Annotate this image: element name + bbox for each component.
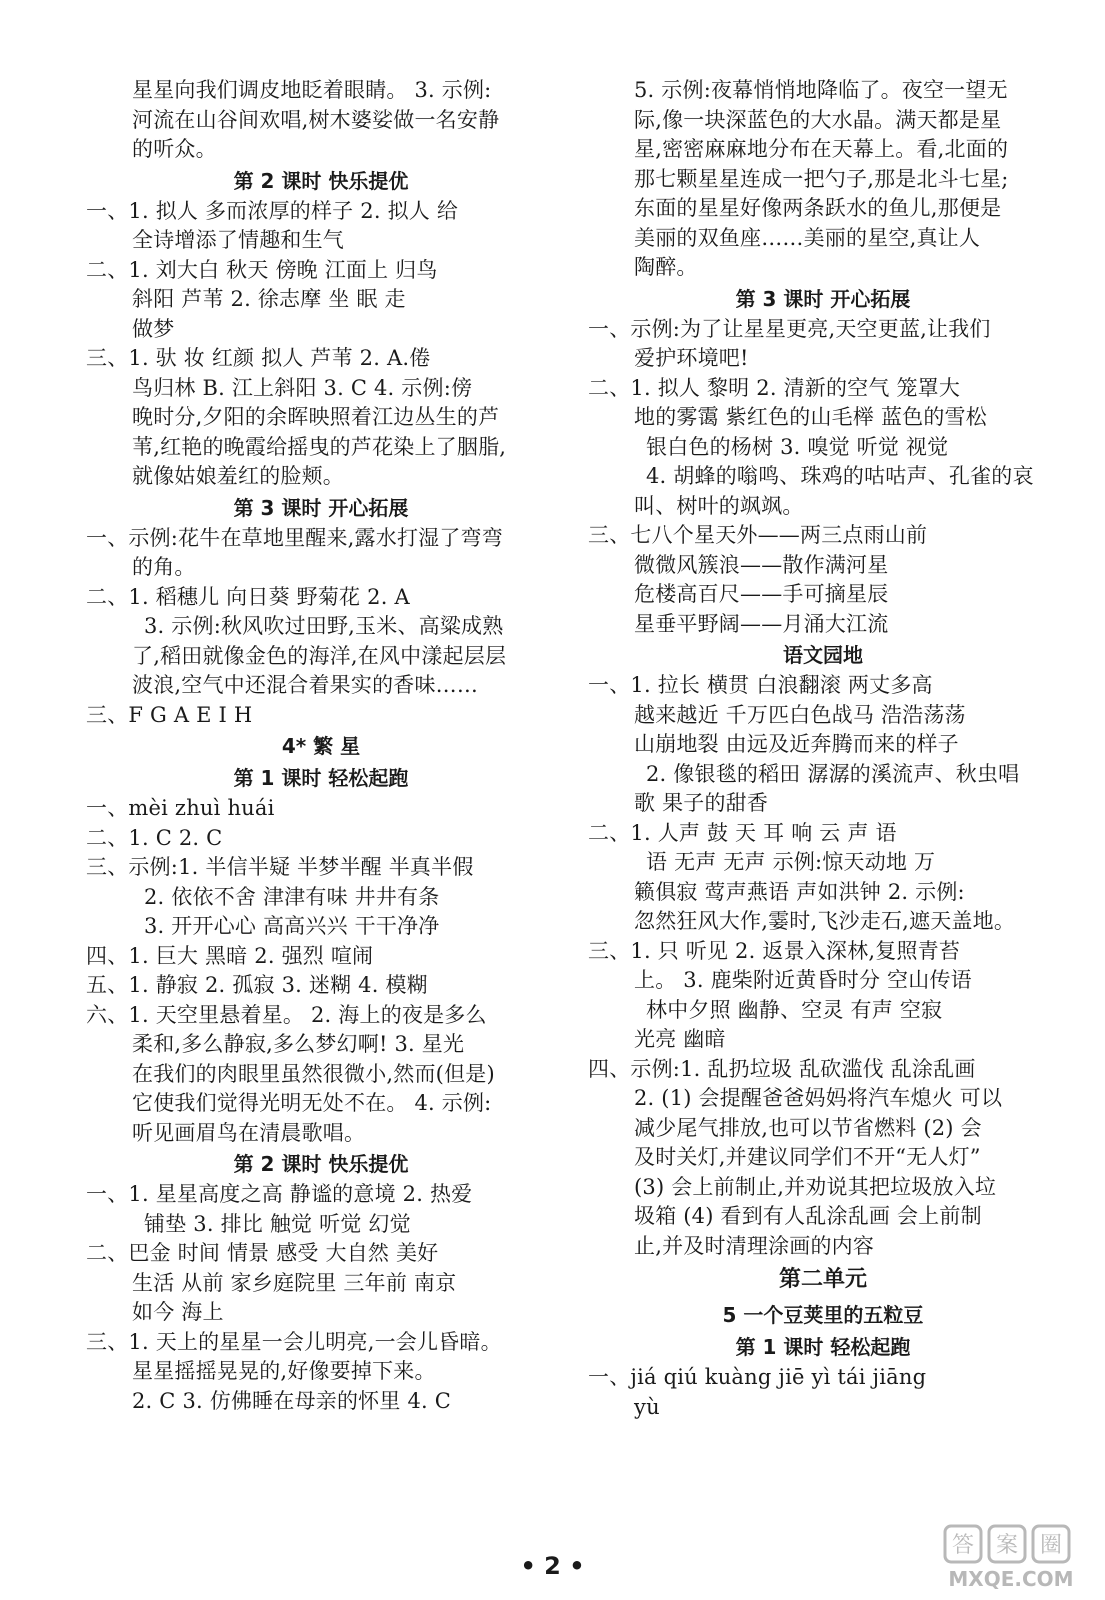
answer-line: 二、1. 拟人 黎明 2. 清新的空气 笼罩大	[588, 375, 961, 400]
left-column	[86, 76, 556, 1416]
answer-line: 微微风簇浪——散作满河星	[634, 552, 889, 577]
answer-line: 越来越近 千万匹白色战马 浩浩荡荡	[634, 702, 966, 727]
section-heading: 语文园地	[783, 643, 863, 667]
answer-line: 2. 依依不舍 津津有味 井井有条	[144, 884, 440, 909]
answer-line: 一、1. 拟人 多而浓厚的样子 2. 拟人 给	[86, 198, 459, 223]
answer-line: 光亮 幽暗	[634, 1027, 726, 1051]
right-column	[588, 76, 1058, 1422]
section-heading: 4* 繁 星	[281, 734, 361, 758]
watermark-domain: MXQE.COM	[948, 1567, 1074, 1591]
watermark-char-1: 答	[951, 1533, 975, 1558]
answer-line: 一、示例:为了让星星更亮,天空更蓝,让我们	[588, 316, 991, 341]
section-heading: 第 1 课时 轻松起跑	[735, 1335, 911, 1359]
answer-line: 歌 果子的甜香	[634, 791, 769, 815]
section-heading: 第 2 课时 快乐提优	[233, 168, 409, 193]
answer-line: 圾箱 (4) 看到有人乱涂乱画 会上前制	[634, 1204, 982, 1228]
answer-line: 星星摇摇晃晃的,好像要掉下来。	[132, 1359, 436, 1383]
section-heading: 第 3 课时 开心拓展	[735, 286, 911, 311]
answer-line: 爱护环境吧!	[634, 346, 749, 370]
answer-line: 五、1. 静寂 2. 孤寂 3. 迷糊 4. 模糊	[86, 973, 428, 997]
answer-line: 二、1. C 2. C	[86, 825, 223, 850]
answer-line: 那七颗星星连成一把勺子,那是北斗七星;	[634, 166, 1009, 191]
answer-line: 做梦	[132, 316, 175, 341]
answer-line: 晚时分,夕阳的余晖映照着江边丛生的芦	[132, 405, 500, 429]
answer-line: 的角。	[132, 555, 196, 579]
section-heading: 第 1 课时 轻松起跑	[233, 766, 409, 790]
answer-line: 四、1. 巨大 黑暗 2. 强烈 喧闹	[86, 943, 374, 968]
section-heading: 第 3 课时 开心拓展	[233, 495, 409, 520]
answer-line: (3) 会上前制止,并劝说其把垃圾放入垃	[634, 1174, 997, 1199]
answer-line: 三、1. 驮 妆 红颜 拟人 芦苇 2. A.倦	[86, 346, 431, 370]
page-number: • 2 •	[520, 1552, 585, 1580]
answer-line: 减少尾气排放,也可以节省燃料 (2) 会	[634, 1115, 982, 1140]
answer-line: 河流在山谷间欢唱,树木婆娑做一名安静	[132, 107, 500, 132]
answer-line: 一、1. 拉长 横贯 白浪翻滚 两丈多高	[588, 673, 933, 697]
answer-line: 及时关灯,并建议同学们不开“无人灯”	[634, 1145, 981, 1169]
answer-line: 四、示例:1. 乱扔垃圾 乱砍滥伐 乱涂乱画	[588, 1056, 976, 1081]
answer-line: 地的雾霭 紫红色的山毛榉 蓝色的雪松	[634, 405, 987, 429]
answer-line: 三、1. 只 听见 2. 返景入深林,复照青苔	[588, 938, 961, 963]
watermark-char-2: 案	[995, 1533, 1019, 1558]
answer-line: 二、1. 人声 鼓 天 耳 响 云 声 语	[588, 820, 897, 845]
answer-line: 2. 像银毯的稻田 潺潺的溪流声、秋虫唱	[646, 761, 1020, 786]
answer-line: 三、示例:1. 半信半疑 半梦半醒 半真半假	[86, 855, 474, 879]
answer-line: 5. 示例:夜幕悄悄地降临了。夜空一望无	[634, 78, 1008, 102]
section-heading: 第 2 课时 快乐提优	[233, 1152, 409, 1176]
answer-line: 银白色的杨树 3. 嗅觉 听觉 视觉	[646, 434, 949, 459]
answer-line: 星星向我们调皮地眨着眼睛。 3. 示例:	[132, 78, 492, 102]
answer-line: 叫、树叶的飒飒。	[634, 493, 804, 518]
answer-line: 铺垫 3. 排比 触觉 听觉 幻觉	[144, 1211, 411, 1236]
answer-line: 生活 从前 家乡庭院里 三年前 南京	[132, 1270, 457, 1295]
answer-line: 三、1. 天上的星星一会儿明亮,一会儿昏暗。	[86, 1329, 502, 1354]
answer-line: 际,像一块深蓝色的大水晶。满天都是星	[634, 107, 1002, 132]
watermark-logo	[941, 1522, 1091, 1594]
answer-line: 星垂平野阔——月涌大江流	[634, 611, 889, 636]
answer-line: 上。 3. 鹿柴附近黄昏时分 空山传语	[634, 968, 972, 992]
answer-line: 2. (1) 会提醒爸爸妈妈将汽车熄火 可以	[634, 1086, 1003, 1110]
answer-line: 2. C 3. 仿佛睡在母亲的怀里 4. C	[132, 1388, 452, 1413]
answer-line: 听见画眉鸟在清晨歌唱。	[132, 1120, 366, 1145]
answer-line: 斜阳 芦苇 2. 徐志摩 坐 眠 走	[132, 287, 406, 311]
answer-line: 了,稻田就像金色的海洋,在风中漾起层层	[132, 643, 507, 668]
answer-line: 山崩地裂 由远及近奔腾而来的样子	[634, 732, 959, 756]
answer-line: 籁俱寂 莺声燕语 声如洪钟 2. 示例:	[634, 879, 965, 904]
answer-line: 全诗增添了情趣和生气	[132, 228, 344, 252]
answer-line: 的听众。	[132, 137, 217, 161]
answer-line: 三、七八个星天外——两三点雨山前	[588, 523, 928, 547]
answer-line: yù	[634, 1394, 660, 1419]
answer-line: 鸟归林 B. 江上斜阳 3. C 4. 示例:傍	[132, 375, 473, 400]
watermark-char-3: 圈	[1039, 1533, 1063, 1558]
answer-line: 如今 海上	[132, 1300, 224, 1324]
answer-line: 语 无声 无声 示例:惊天动地 万	[646, 850, 936, 874]
answer-line: 一、示例:花牛在草地里醒来,露水打湿了弯弯	[86, 525, 503, 550]
answer-line: 3. 开开心心 高高兴兴 干干净净	[144, 914, 440, 938]
answer-line: 美丽的双鱼座……美丽的星空,真让人	[634, 225, 981, 250]
answer-line: 就像姑娘羞红的脸颊。	[132, 464, 344, 488]
answer-line: 一、1. 星星高度之高 静谧的意境 2. 热爱	[86, 1182, 473, 1206]
answer-line: 危楼高百尺——手可摘星辰	[634, 582, 889, 606]
answer-line: 陶醉。	[634, 255, 698, 279]
answer-line: 一、jiá qiú kuàng jiē yì tái jiāng	[588, 1365, 927, 1389]
answer-line: 止,并及时清理涂画的内容	[634, 1233, 875, 1258]
answer-line: 二、1. 稻穗儿 向日葵 野菊花 2. A	[86, 584, 410, 609]
answer-line: 柔和,多么静寂,多么梦幻啊! 3. 星光	[132, 1032, 465, 1056]
answer-line: 它使我们觉得光明无处不在。 4. 示例:	[132, 1091, 492, 1115]
answer-line: 六、1. 天空里悬着星。 2. 海上的夜是多么	[86, 1002, 487, 1027]
answer-line: 东面的星星好像两条跃水的鱼儿,那便是	[634, 196, 1002, 220]
answer-line: 二、1. 刘大白 秋天 傍晚 江面上 归鸟	[86, 257, 438, 282]
answer-line: 忽然狂风大作,霎时,飞沙走石,遮天盖地。	[634, 909, 1016, 933]
answer-line: 4. 胡蜂的嗡鸣、珠鸡的咕咕声、孔雀的哀	[646, 464, 1034, 488]
answer-line: 3. 示例:秋风吹过田野,玉米、高粱成熟	[144, 614, 504, 638]
section-heading: 5 一个豆荚里的五粒豆	[722, 1303, 924, 1327]
answer-line: 三、F G A E I H	[86, 702, 253, 727]
section-heading: 第二单元	[778, 1267, 867, 1292]
answer-line: 波浪,空气中还混合着果实的香味……	[132, 673, 479, 697]
answer-line: 在我们的肉眼里虽然很微小,然而(但是)	[132, 1061, 495, 1086]
answer-line: 星,密密麻麻地分布在天幕上。看,北面的	[634, 137, 1009, 161]
answer-line: 二、巴金 时间 情景 感受 大自然 美好	[86, 1241, 439, 1265]
answer-line: 林中夕照 幽静、空灵 有声 空寂	[646, 997, 943, 1022]
answer-line: 一、mèi zhuì huái	[86, 796, 275, 820]
answer-line: 苇,红艳的晚霞给摇曳的芦花染上了胭脂,	[132, 434, 507, 459]
